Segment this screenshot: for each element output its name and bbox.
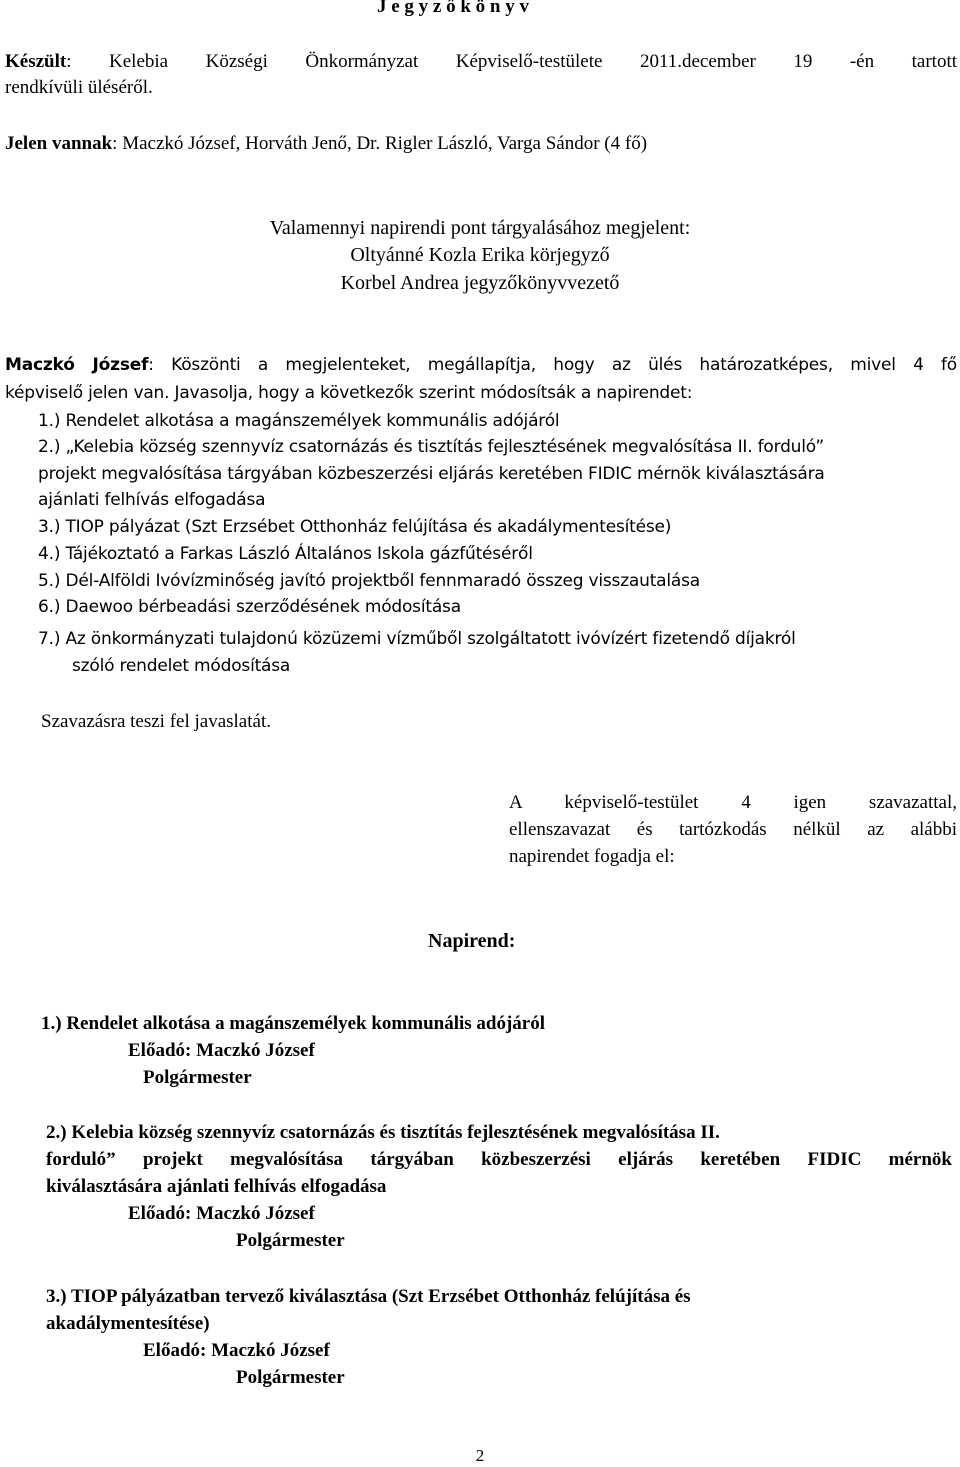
agenda-item-2-title-2-wrap bbox=[46, 1147, 952, 1173]
speech-line-2: képviselő jelen van. Javasolja, hogy a következők szerint módosítsák a napirendet: bbox=[5, 383, 693, 403]
document-title: J e g y z ő k ö n y v bbox=[377, 0, 529, 17]
proposed-item-2: 2.) „Kelebia község szennyvíz csatornázás és tisztítás fejlesztésének megvalósítása II. forduló” bbox=[38, 437, 824, 457]
proposed-item-5: 5.) Dél-Alföldi Ivóvízminőség javító projektből fennmaradó összeg visszautalása bbox=[38, 571, 701, 591]
agenda-item-3-presenter: Előadó: Maczkó József bbox=[143, 1340, 330, 1361]
page-number: 2 bbox=[475, 1446, 485, 1465]
keszult-label: Készült bbox=[5, 51, 67, 72]
decision-line-3: napirendet fogadja el: bbox=[509, 846, 675, 867]
proposed-item-7-cont: szóló rendelet módosítása bbox=[72, 656, 291, 676]
attendance-person-1: Oltyánné Kozla Erika körjegyző bbox=[350, 244, 610, 266]
proposed-item-4: 4.) Tájékoztató a Farkas László Általános Iskola gázfűtéséről bbox=[38, 544, 533, 564]
proposed-item-6: 6.) Daewoo bérbeadási szerződésének módosítása bbox=[38, 597, 461, 617]
decision-text-1: A képviselő-testület 4 igen szavazattal, bbox=[509, 792, 957, 813]
jelen-line bbox=[5, 131, 647, 157]
agenda-item-1-presenter: Előadó: Maczkó József bbox=[128, 1040, 315, 1061]
attendance-heading: Valamennyi napirendi pont tárgyalásához megjelent: bbox=[269, 217, 691, 239]
attendance-person-2: Korbel Andrea jegyzőkönyvvezető bbox=[340, 272, 620, 294]
agenda-item-2-title-2: forduló” projekt megvalósítása tárgyában közbeszerzési eljárás keretében FIDIC mérnök bbox=[46, 1149, 952, 1170]
agenda-item-2-title-1: 2.) Kelebia község szennyvíz csatornázás és tisztítás fejlesztésének megvalósítása II. bbox=[46, 1122, 720, 1143]
keszult-line-2: rendkívüli üléséről. bbox=[5, 77, 153, 98]
keszult-line-1 bbox=[5, 49, 957, 75]
decision-text-2: ellenszavazat és tartózkodás nélkül az alábbi bbox=[509, 819, 957, 840]
agenda-heading: Napirend: bbox=[428, 930, 516, 952]
agenda-item-1-title: 1.) Rendelet alkotása a magánszemélyek kommunális adójáról bbox=[41, 1013, 546, 1034]
agenda-item-2-title-3: kiválasztására ajánlati felhívás elfogadása bbox=[46, 1176, 387, 1197]
agenda-item-3-role: Polgármester bbox=[236, 1367, 345, 1388]
vote-call: Szavazásra teszi fel javaslatát. bbox=[41, 711, 271, 732]
proposed-item-7: 7.) Az önkormányzati tulajdonú közüzemi vízműből szolgáltatott ivóvízért fizetendő díjakról bbox=[38, 629, 796, 649]
proposed-item-2-cont-1: projekt megvalósítása tárgyában közbeszerzési eljárás keretében FIDIC mérnök kiválasztására bbox=[38, 464, 825, 484]
decision-line-2 bbox=[509, 817, 957, 843]
speaker-name: Maczkó József bbox=[5, 355, 149, 375]
proposed-item-3: 3.) TIOP pályázat (Szt Erzsébet Otthonház felújítása és akadálymentesítése) bbox=[38, 517, 672, 537]
jelen-text: : Maczkó József, Horváth Jenő, Dr. Rigler László, Varga Sándor (4 fő) bbox=[112, 133, 648, 154]
decision-line-1 bbox=[509, 790, 957, 816]
keszult-text: : Kelebia Községi Önkormányzat Képviselő-testülete 2011.december 19 -én tartott bbox=[66, 51, 957, 72]
proposed-item-1: 1.) Rendelet alkotása a magánszemélyek kommunális adójáról bbox=[38, 411, 560, 431]
agenda-item-1-role: Polgármester bbox=[143, 1067, 252, 1088]
jelen-label: Jelen vannak bbox=[5, 133, 113, 154]
agenda-item-3-title-1: 3.) TIOP pályázatban tervező kiválasztása (Szt Erzsébet Otthonház felújítása és bbox=[46, 1286, 691, 1307]
agenda-item-3-title-2: akadálymentesítése) bbox=[46, 1313, 210, 1334]
speech-text-1: : Köszönti a megjelenteket, megállapítja, hogy az ülés határozatképes, mivel 4 fő bbox=[148, 355, 957, 375]
proposed-item-2-cont-2: ajánlati felhívás elfogadása bbox=[38, 490, 266, 510]
agenda-item-2-role: Polgármester bbox=[236, 1230, 345, 1251]
speech-line-1 bbox=[5, 352, 957, 378]
agenda-item-2-presenter: Előadó: Maczkó József bbox=[128, 1203, 315, 1224]
